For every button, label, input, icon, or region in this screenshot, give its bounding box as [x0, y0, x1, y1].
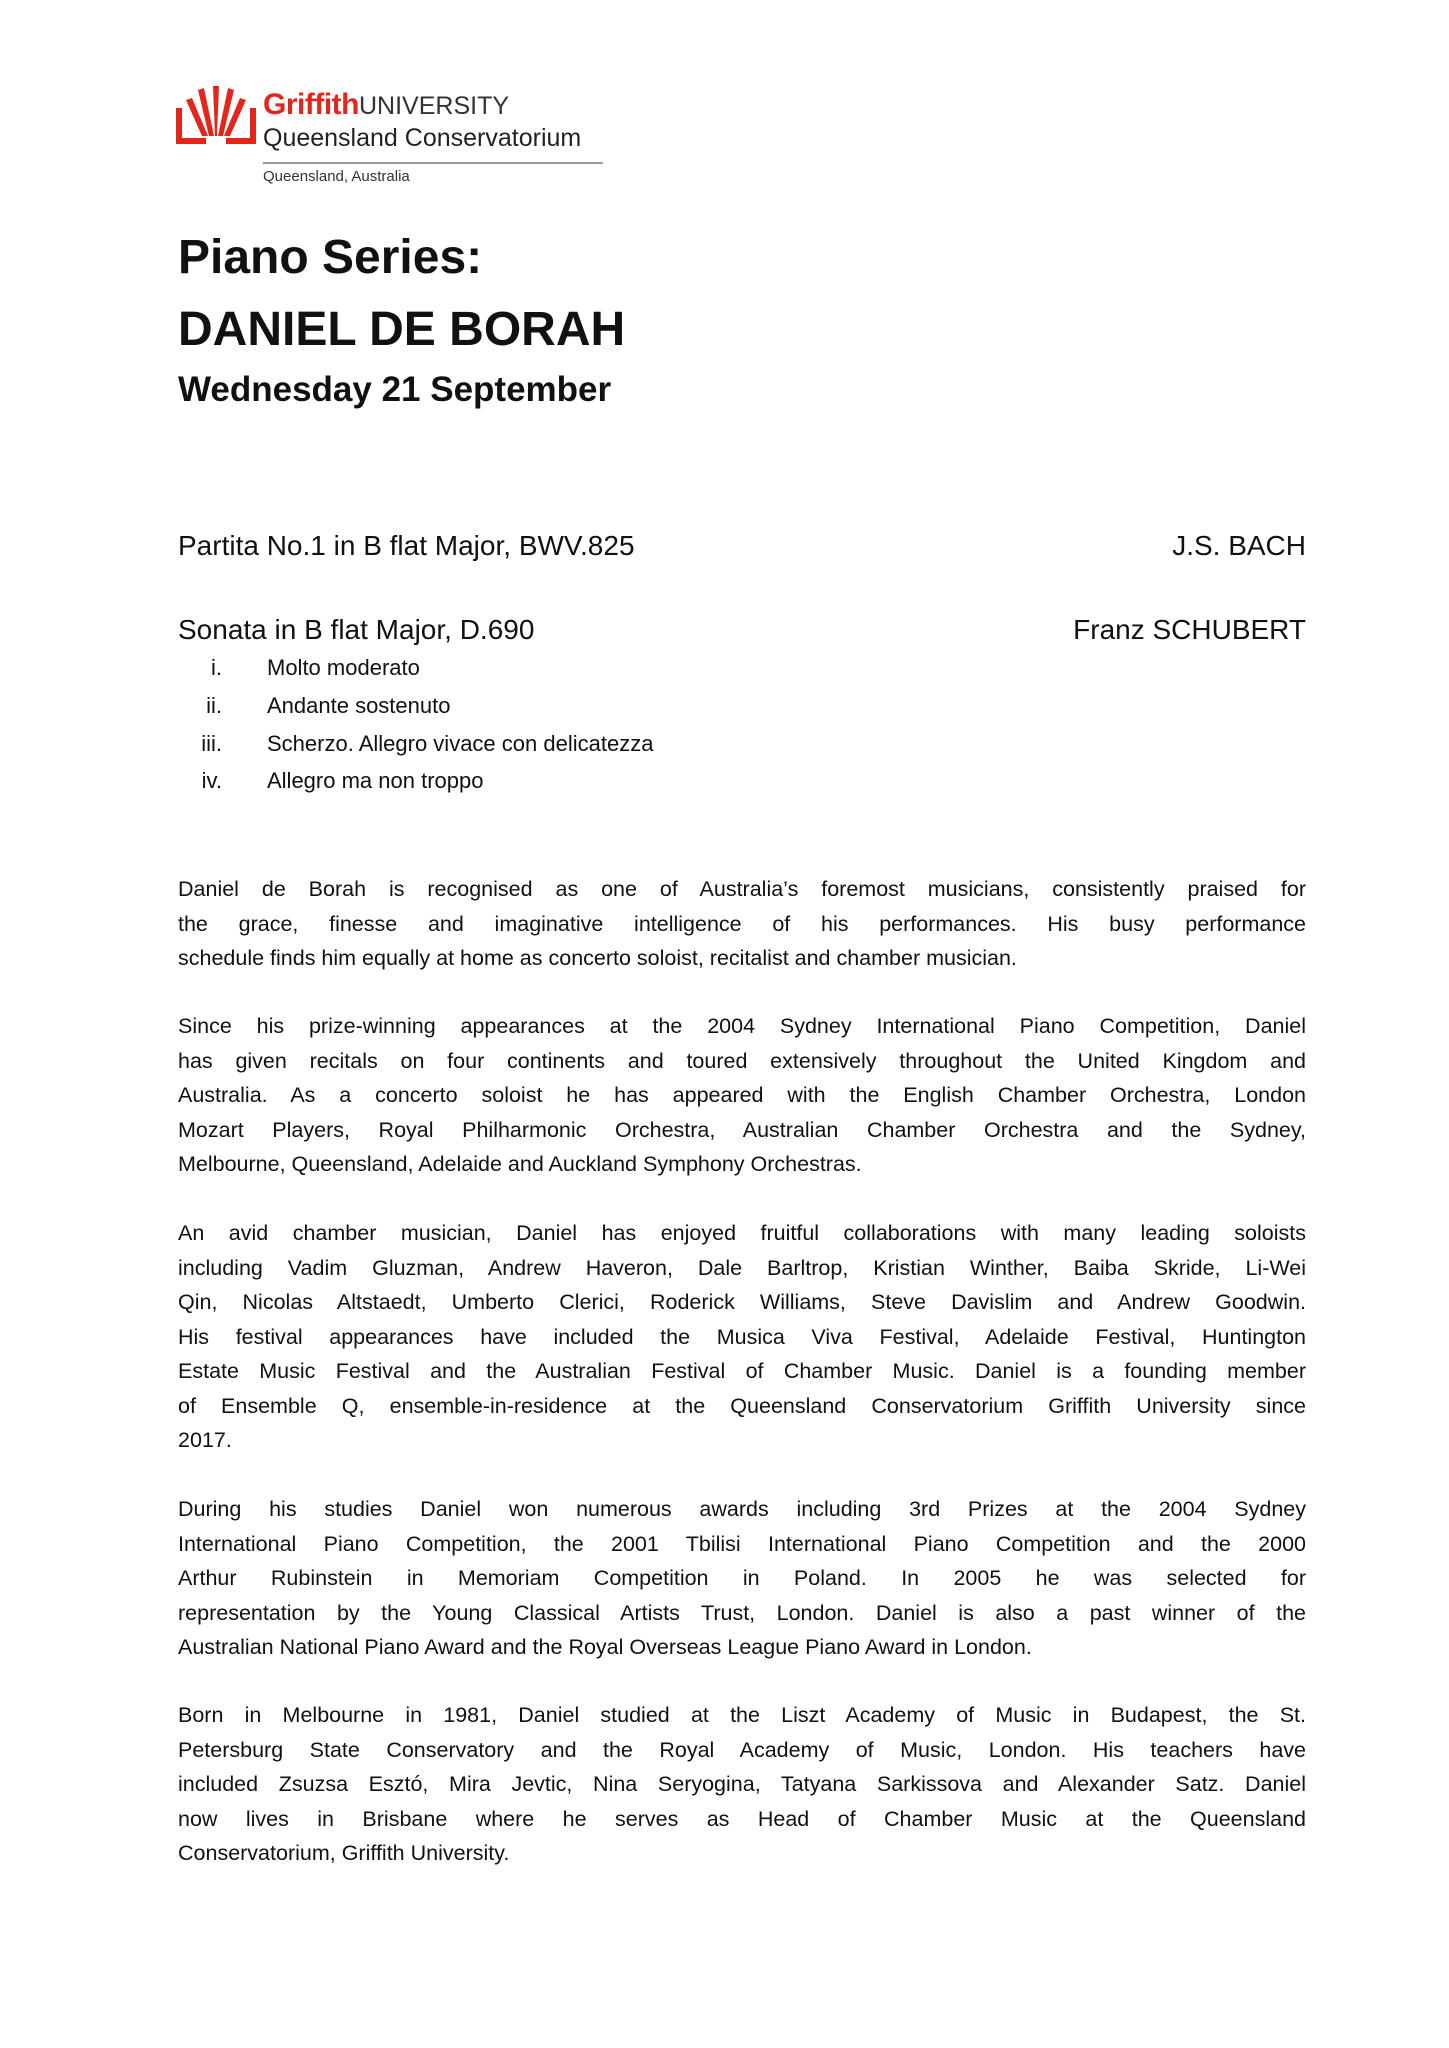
- logo-divider: [263, 162, 603, 164]
- logo-brand-suffix: UNIVERSITY: [358, 92, 510, 120]
- bio-line: An avid chamber musician, Daniel has enjoyed fruitful collaborations with many leading soloists: [178, 1221, 1306, 1245]
- logo-location: Queensland, Australia: [263, 168, 410, 185]
- bio-line: Qin, Nicolas Altstaedt, Umberto Clerici, Roderick Williams, Steve Davislim and Andrew Goodwin.: [178, 1290, 1306, 1314]
- bio-line: Daniel de Borah is recognised as one of Australia’s foremost musicians, consistently praised for: [178, 877, 1306, 901]
- bio-line: Born in Melbourne in 1981, Daniel studied at the Liszt Academy of Music in Budapest, the St.: [178, 1703, 1306, 1727]
- bio-line: International Piano Competition, the 2001 Tbilisi International Piano Competition and the 2000: [178, 1531, 1306, 1556]
- bio-line: Estate Music Festival and the Australian Festival of Chamber Music. Daniel is a founding member: [178, 1359, 1306, 1383]
- movement-number: ii.: [206, 693, 222, 718]
- bio-paragraph: [178, 1216, 1306, 1458]
- logo-subtitle: Queensland Conservatorium: [263, 124, 582, 152]
- composer: J.S. BACH: [1172, 530, 1306, 561]
- movement-name: Andante sostenuto: [267, 693, 451, 718]
- concert-date: Wednesday 21 September: [178, 370, 612, 409]
- program-item: [178, 530, 1306, 562]
- griffith-logo: [176, 86, 606, 191]
- movement: [178, 731, 653, 757]
- movement-name: Scherzo. Allegro vivace con delicatezza: [267, 731, 654, 756]
- bio-line: Arthur Rubinstein in Memoriam Competition in Poland. In 2005 he was selected for: [178, 1566, 1306, 1590]
- bio-line: His festival appearances have included the Musica Viva Festival, Adelaide Festival, Huntington: [178, 1324, 1306, 1349]
- bio-line: the grace, finesse and imaginative intelligence of his performances. His busy performance: [178, 911, 1306, 936]
- movement: [178, 655, 420, 681]
- movement-number: i.: [211, 655, 222, 680]
- bio-line: has given recitals on four continents and toured extensively throughout the United Kingdom and: [178, 1048, 1306, 1073]
- bio-line: of Ensemble Q, ensemble-in-residence at the Queensland Conservatorium Griffith University since: [178, 1393, 1306, 1418]
- movement-name: Molto moderato: [267, 655, 420, 680]
- bio-line: Mozart Players, Royal Philharmonic Orchestra, Australian Chamber Orchestra and the Sydney,: [178, 1117, 1306, 1142]
- work-title: Partita No.1 in B flat Major, BWV.825: [178, 530, 635, 561]
- bio-line: included Zsuzsa Esztó, Mira Jevtic, Nina Seryogina, Tatyana Sarkissova and Alexander Satz. Daniel: [178, 1772, 1306, 1796]
- bio-line: Since his prize-winning appearances at the 2004 Sydney International Piano Competition, Daniel: [178, 1014, 1306, 1038]
- movement: [178, 768, 483, 794]
- bio-paragraph: [178, 1698, 1306, 1871]
- bio-line: Petersburg State Conservatory and the Royal Academy of Music, London. His teachers have: [178, 1737, 1306, 1762]
- movement-name: Allegro ma non troppo: [267, 768, 484, 793]
- bio-line: now lives in Brisbane where he serves as Head of Chamber Music at the Queensland: [178, 1806, 1306, 1831]
- bio-paragraph: [178, 1009, 1306, 1182]
- bio-line: Conservatorium, Griffith University.: [178, 1841, 510, 1865]
- bio-line: Australia. As a concerto soloist he has appeared with the English Chamber Orchestra, London: [178, 1083, 1306, 1107]
- bio-paragraph: [178, 872, 1306, 976]
- movement: [178, 693, 450, 719]
- bio-paragraph: [178, 1492, 1306, 1665]
- movement-number: iii.: [201, 731, 222, 756]
- griffith-emblem-icon: [176, 86, 256, 150]
- series-title: Piano Series:: [178, 231, 483, 284]
- program-item: [178, 614, 1306, 646]
- bio-line: Australian National Piano Award and the Royal Overseas League Piano Award in London.: [178, 1635, 1032, 1659]
- composer: Franz SCHUBERT: [1073, 614, 1306, 645]
- movement-number: iv.: [201, 768, 222, 793]
- bio-line: Melbourne, Queensland, Adelaide and Auckland Symphony Orchestras.: [178, 1152, 862, 1176]
- bio-line: schedule finds him equally at home as concerto soloist, recitalist and chamber musician.: [178, 946, 1017, 970]
- bio-line: including Vadim Gluzman, Andrew Haveron, Dale Barltrop, Kristian Winther, Baiba Skride, Li-Wei: [178, 1255, 1306, 1280]
- performer-name: DANIEL DE BORAH: [178, 303, 626, 356]
- bio-line: representation by the Young Classical Artists Trust, London. Daniel is also a past winner of the: [178, 1600, 1306, 1625]
- work-title: Sonata in B flat Major, D.690: [178, 614, 535, 645]
- bio-line: 2017.: [178, 1428, 232, 1452]
- logo-brand: Griffith: [263, 88, 359, 121]
- bio-line: During his studies Daniel won numerous awards including 3rd Prizes at the 2004 Sydney: [178, 1497, 1306, 1521]
